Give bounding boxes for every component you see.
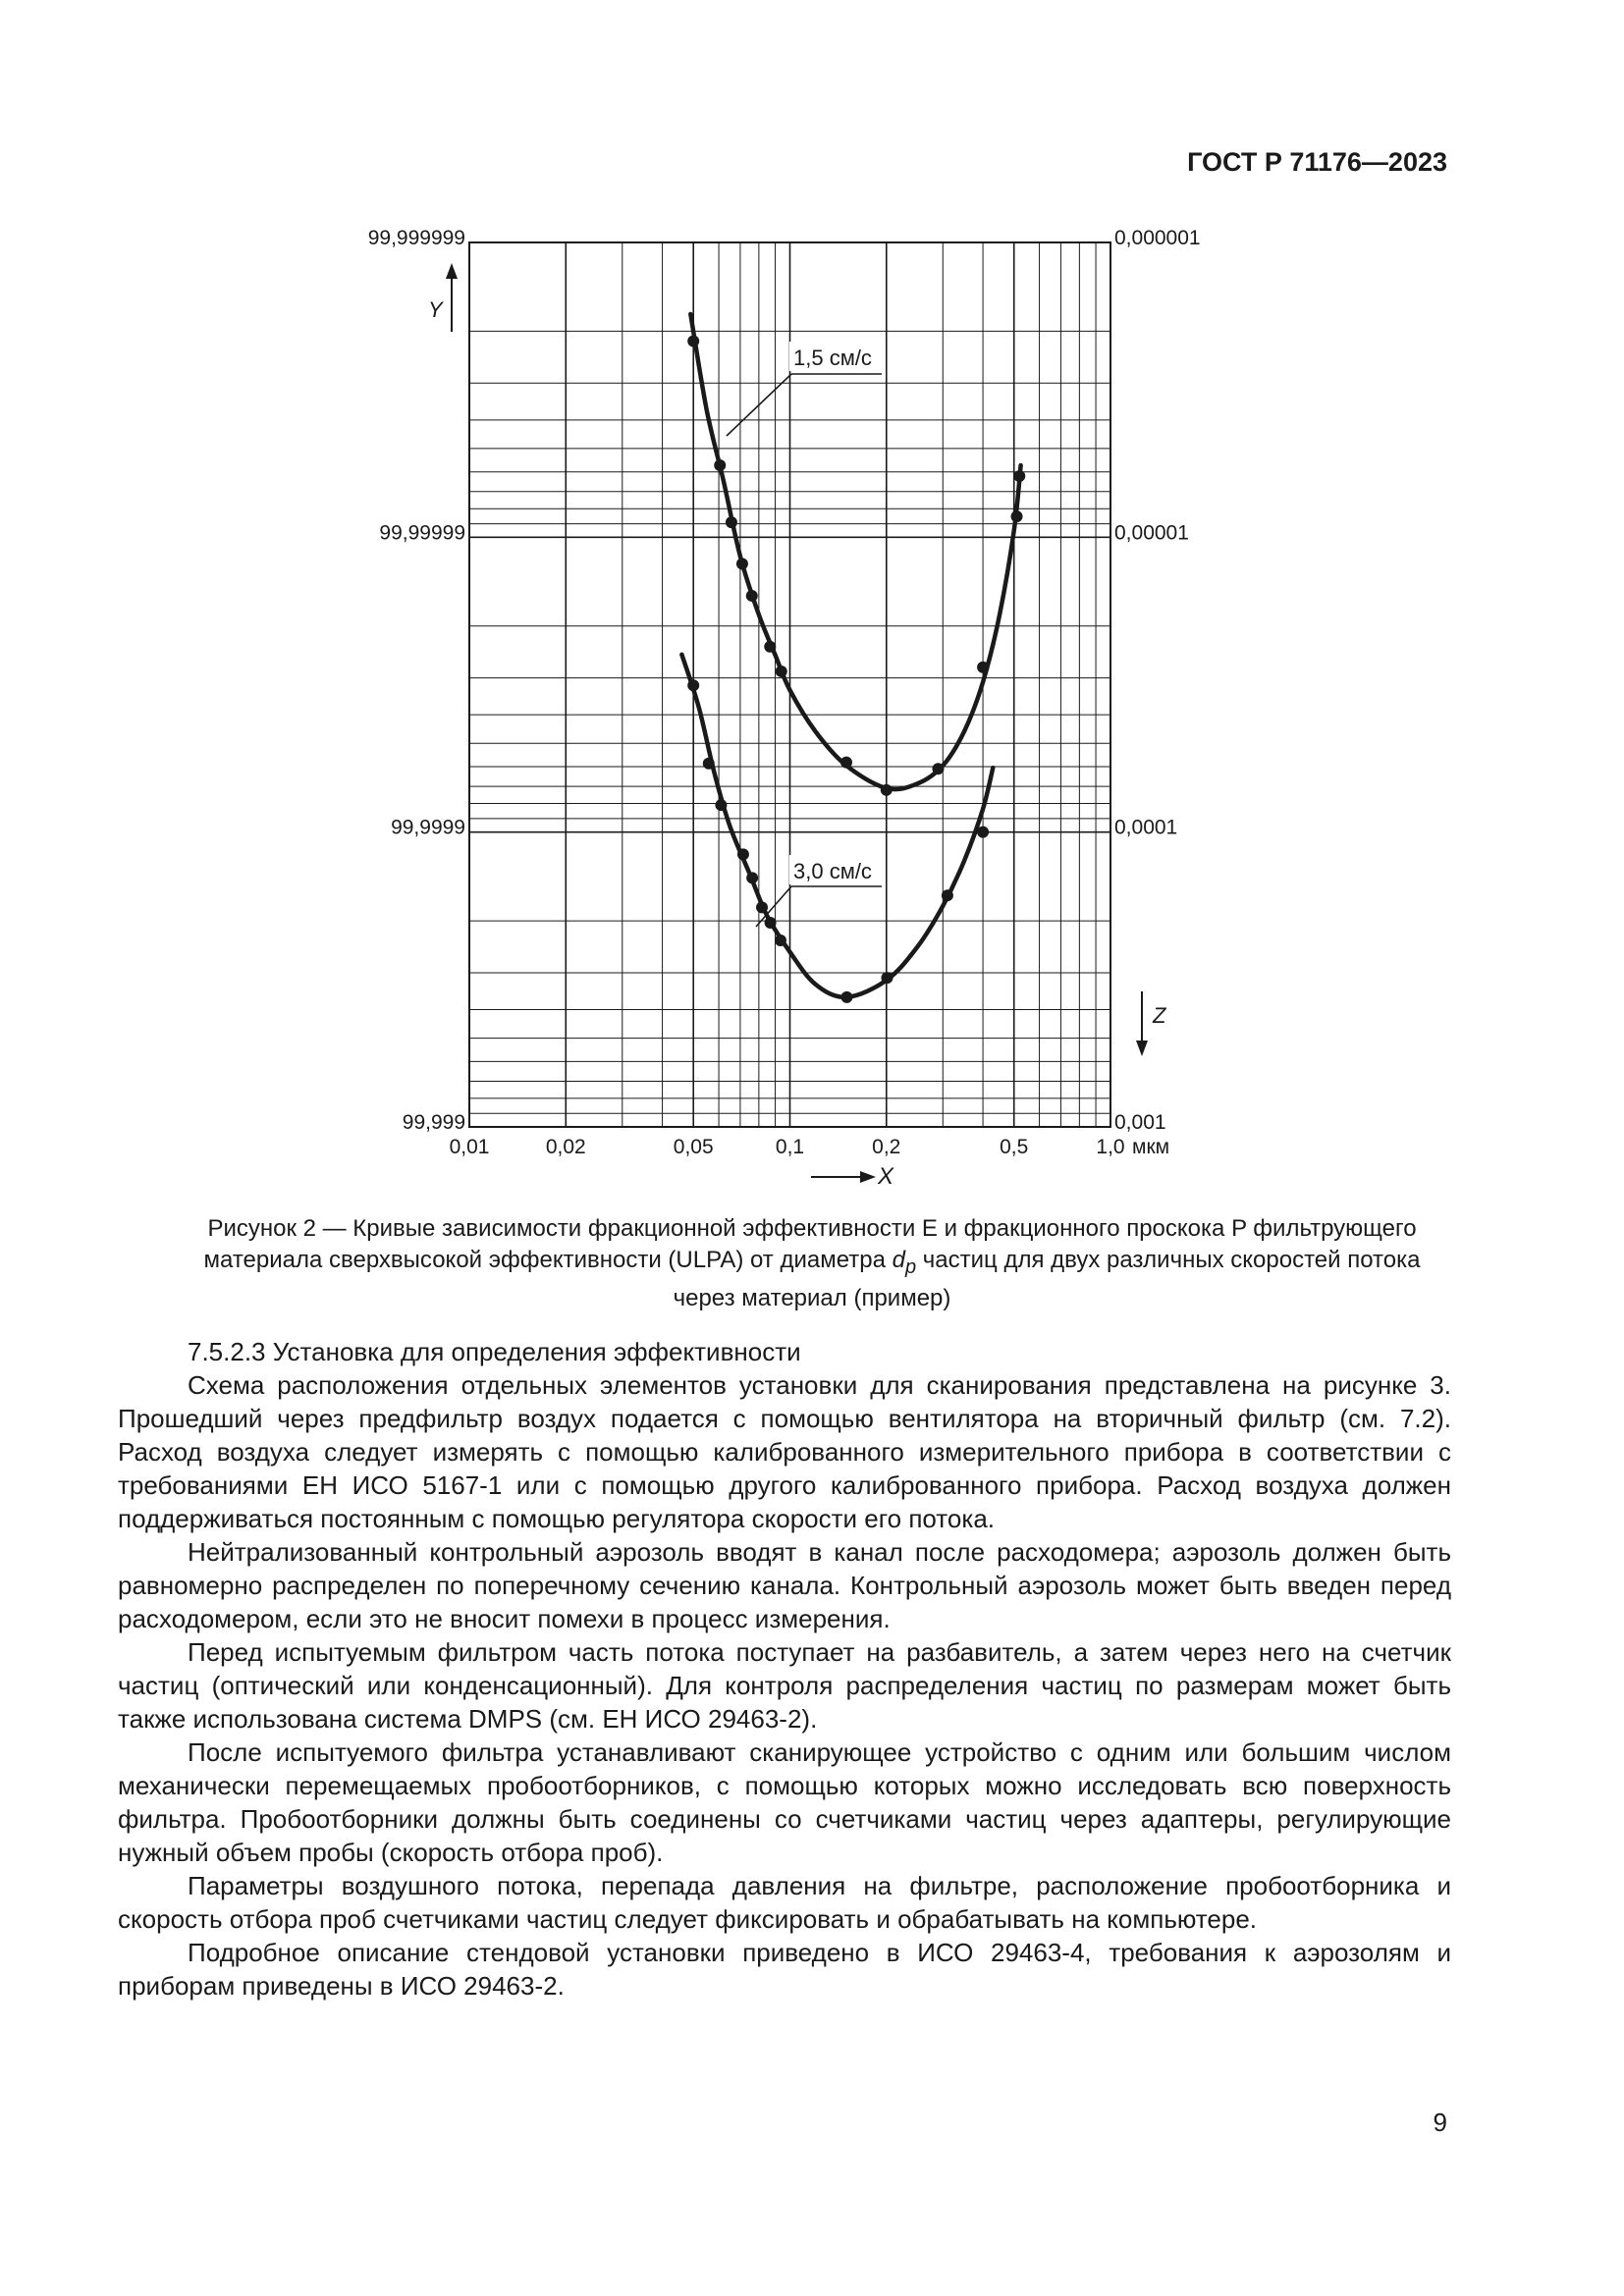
paragraph-1: Схема расположения отдельных элементов установки для сканирования представлена на рисунке 3. Прошедший через предфильтр воздух подается с помощью вентилятора на вторичный фильтр (см. 7.2). Расход воздуха следует измерять с помощью калиброванного измерительного прибора в соответствии с требованиями ЕН ИСО 5167-1 или с помощью другого калиброванного прибора. Расход воздуха должен поддерживаться постоянным с помощью регулятора скорости его потока. <box>118 1370 1451 1533</box>
data-point <box>840 991 852 1003</box>
document-header: ГОСТ Р 71176—2023 <box>1187 147 1447 177</box>
y-tick-label: 99,9999 <box>391 816 465 839</box>
x-axis-label: X <box>878 1163 894 1190</box>
data-point <box>746 590 758 602</box>
series-label-2: 3,0 см/с <box>793 859 872 883</box>
x-tick-label: 0,2 <box>872 1136 901 1158</box>
z-tick-label: 0,00001 <box>1114 521 1189 545</box>
z-tick-label: 0,001 <box>1114 1111 1166 1134</box>
z-axis-label: Z <box>1153 1003 1166 1028</box>
z-tick-label: 0,0001 <box>1114 816 1178 839</box>
body-text <box>118 1335 1451 2002</box>
caption-var <box>892 1247 917 1278</box>
figure-caption <box>137 1213 1487 1314</box>
series-label-1: 1,5 см/с <box>793 346 872 370</box>
paragraph-3: Перед испытуемым фильтром часть потока поступает на разбавитель, а затем через него на счетчик частиц (оптический или конденсационный). Для контроля распределения частиц по размерам может быть также использована система DMPS (см. ЕН ИСО 29463-2). <box>118 1637 1451 1734</box>
x-axis-arrowhead <box>860 1171 876 1183</box>
data-point <box>764 641 776 653</box>
data-point <box>765 917 777 929</box>
z-axis-arrowhead <box>1136 1041 1148 1056</box>
caption-line-2b: частиц для двух различных скоростей потока <box>916 1247 1421 1273</box>
data-point <box>977 827 989 838</box>
chart-points <box>687 335 1025 1002</box>
x-tick-label: 0,5 <box>1000 1136 1029 1158</box>
data-point <box>736 558 748 569</box>
data-point <box>932 763 944 774</box>
y-axis-arrowhead <box>446 263 458 279</box>
data-point <box>726 516 737 528</box>
data-point <box>756 901 768 913</box>
chart-curves <box>681 314 1020 997</box>
data-point <box>881 972 893 984</box>
data-point <box>942 889 953 901</box>
data-point <box>746 872 758 883</box>
paragraph-6: Подробное описание стендовой установки приведено в ИСО 29463-4, требования к аэрозолям и приборам приведены в ИСО 29463-2. <box>118 1938 1451 2001</box>
x-tick-label: 0,1 <box>775 1136 805 1158</box>
chart-labels <box>368 227 1201 1190</box>
data-point <box>1011 510 1023 522</box>
caption-line-3: через материал (пример) <box>673 1284 951 1311</box>
caption-line-1: Рисунок 2 — Кривые зависимости фракционной эффективности E и фракционного проскока P фильтрующего <box>207 1215 1417 1242</box>
y-axis-label: Y <box>428 297 443 322</box>
data-point <box>775 934 786 946</box>
x-tick-label: 0,02 <box>545 1136 586 1158</box>
caption-line-2a: материала сверхвысокой эффективности (ULPA) от диаметра <box>203 1247 893 1273</box>
data-point <box>977 662 989 673</box>
series-line-2 <box>681 655 993 997</box>
paragraph-2: Нейтрализованный контрольный аэрозоль вводят в канал после расходомера; аэрозоль должен быть равномерно распределен по поперечному сечению канала. Контрольный аэрозоль может быть введен перед расходомером, если это не вносит помехи в процесс измерения. <box>118 1537 1451 1633</box>
data-point <box>703 758 715 770</box>
page-number: 9 <box>1433 2108 1447 2137</box>
data-point <box>840 757 852 769</box>
z-tick-label: 0,000001 <box>1114 227 1201 249</box>
y-tick-label: 99,999999 <box>367 227 465 249</box>
data-point <box>687 335 699 347</box>
x-unit-label: мкм <box>1132 1136 1170 1158</box>
caption-var-sub: p <box>904 1255 917 1278</box>
data-point <box>737 848 749 860</box>
data-point <box>715 799 727 811</box>
caption-line-2 <box>137 1245 1487 1283</box>
x-tick-label: 0,01 <box>449 1136 490 1158</box>
x-tick-label: 1,0 <box>1096 1136 1125 1158</box>
data-point <box>881 784 893 796</box>
section-heading: 7.5.2.3 Установка для определения эффективности <box>188 1337 801 1366</box>
caption-var-main: d <box>892 1247 905 1273</box>
data-point <box>776 666 787 677</box>
data-point <box>1013 470 1025 482</box>
y-tick-label: 99,999 <box>402 1111 465 1134</box>
data-point <box>714 459 726 471</box>
y-tick-label: 99,99999 <box>379 521 465 545</box>
paragraph-4: После испытуемого фильтра устанавливают сканирующее устройство с одним или большим числом механически перемещаемых пробоотборников, с помощью которых можно исследовать всю поверхность фильтра. Пробоотборники должны быть соединены со счетчиками частиц через адаптеры, регулирующие нужный объем пробы (скорость отбора проб). <box>118 1737 1451 1867</box>
x-tick-label: 0,05 <box>673 1136 714 1158</box>
paragraph-5: Параметры воздушного потока, перепада давления на фильтре, расположение пробоотборника и скорость отбора проб счетчиками частиц следует фиксировать и обрабатывать на компьютере. <box>118 1871 1451 1934</box>
data-point <box>687 679 699 691</box>
